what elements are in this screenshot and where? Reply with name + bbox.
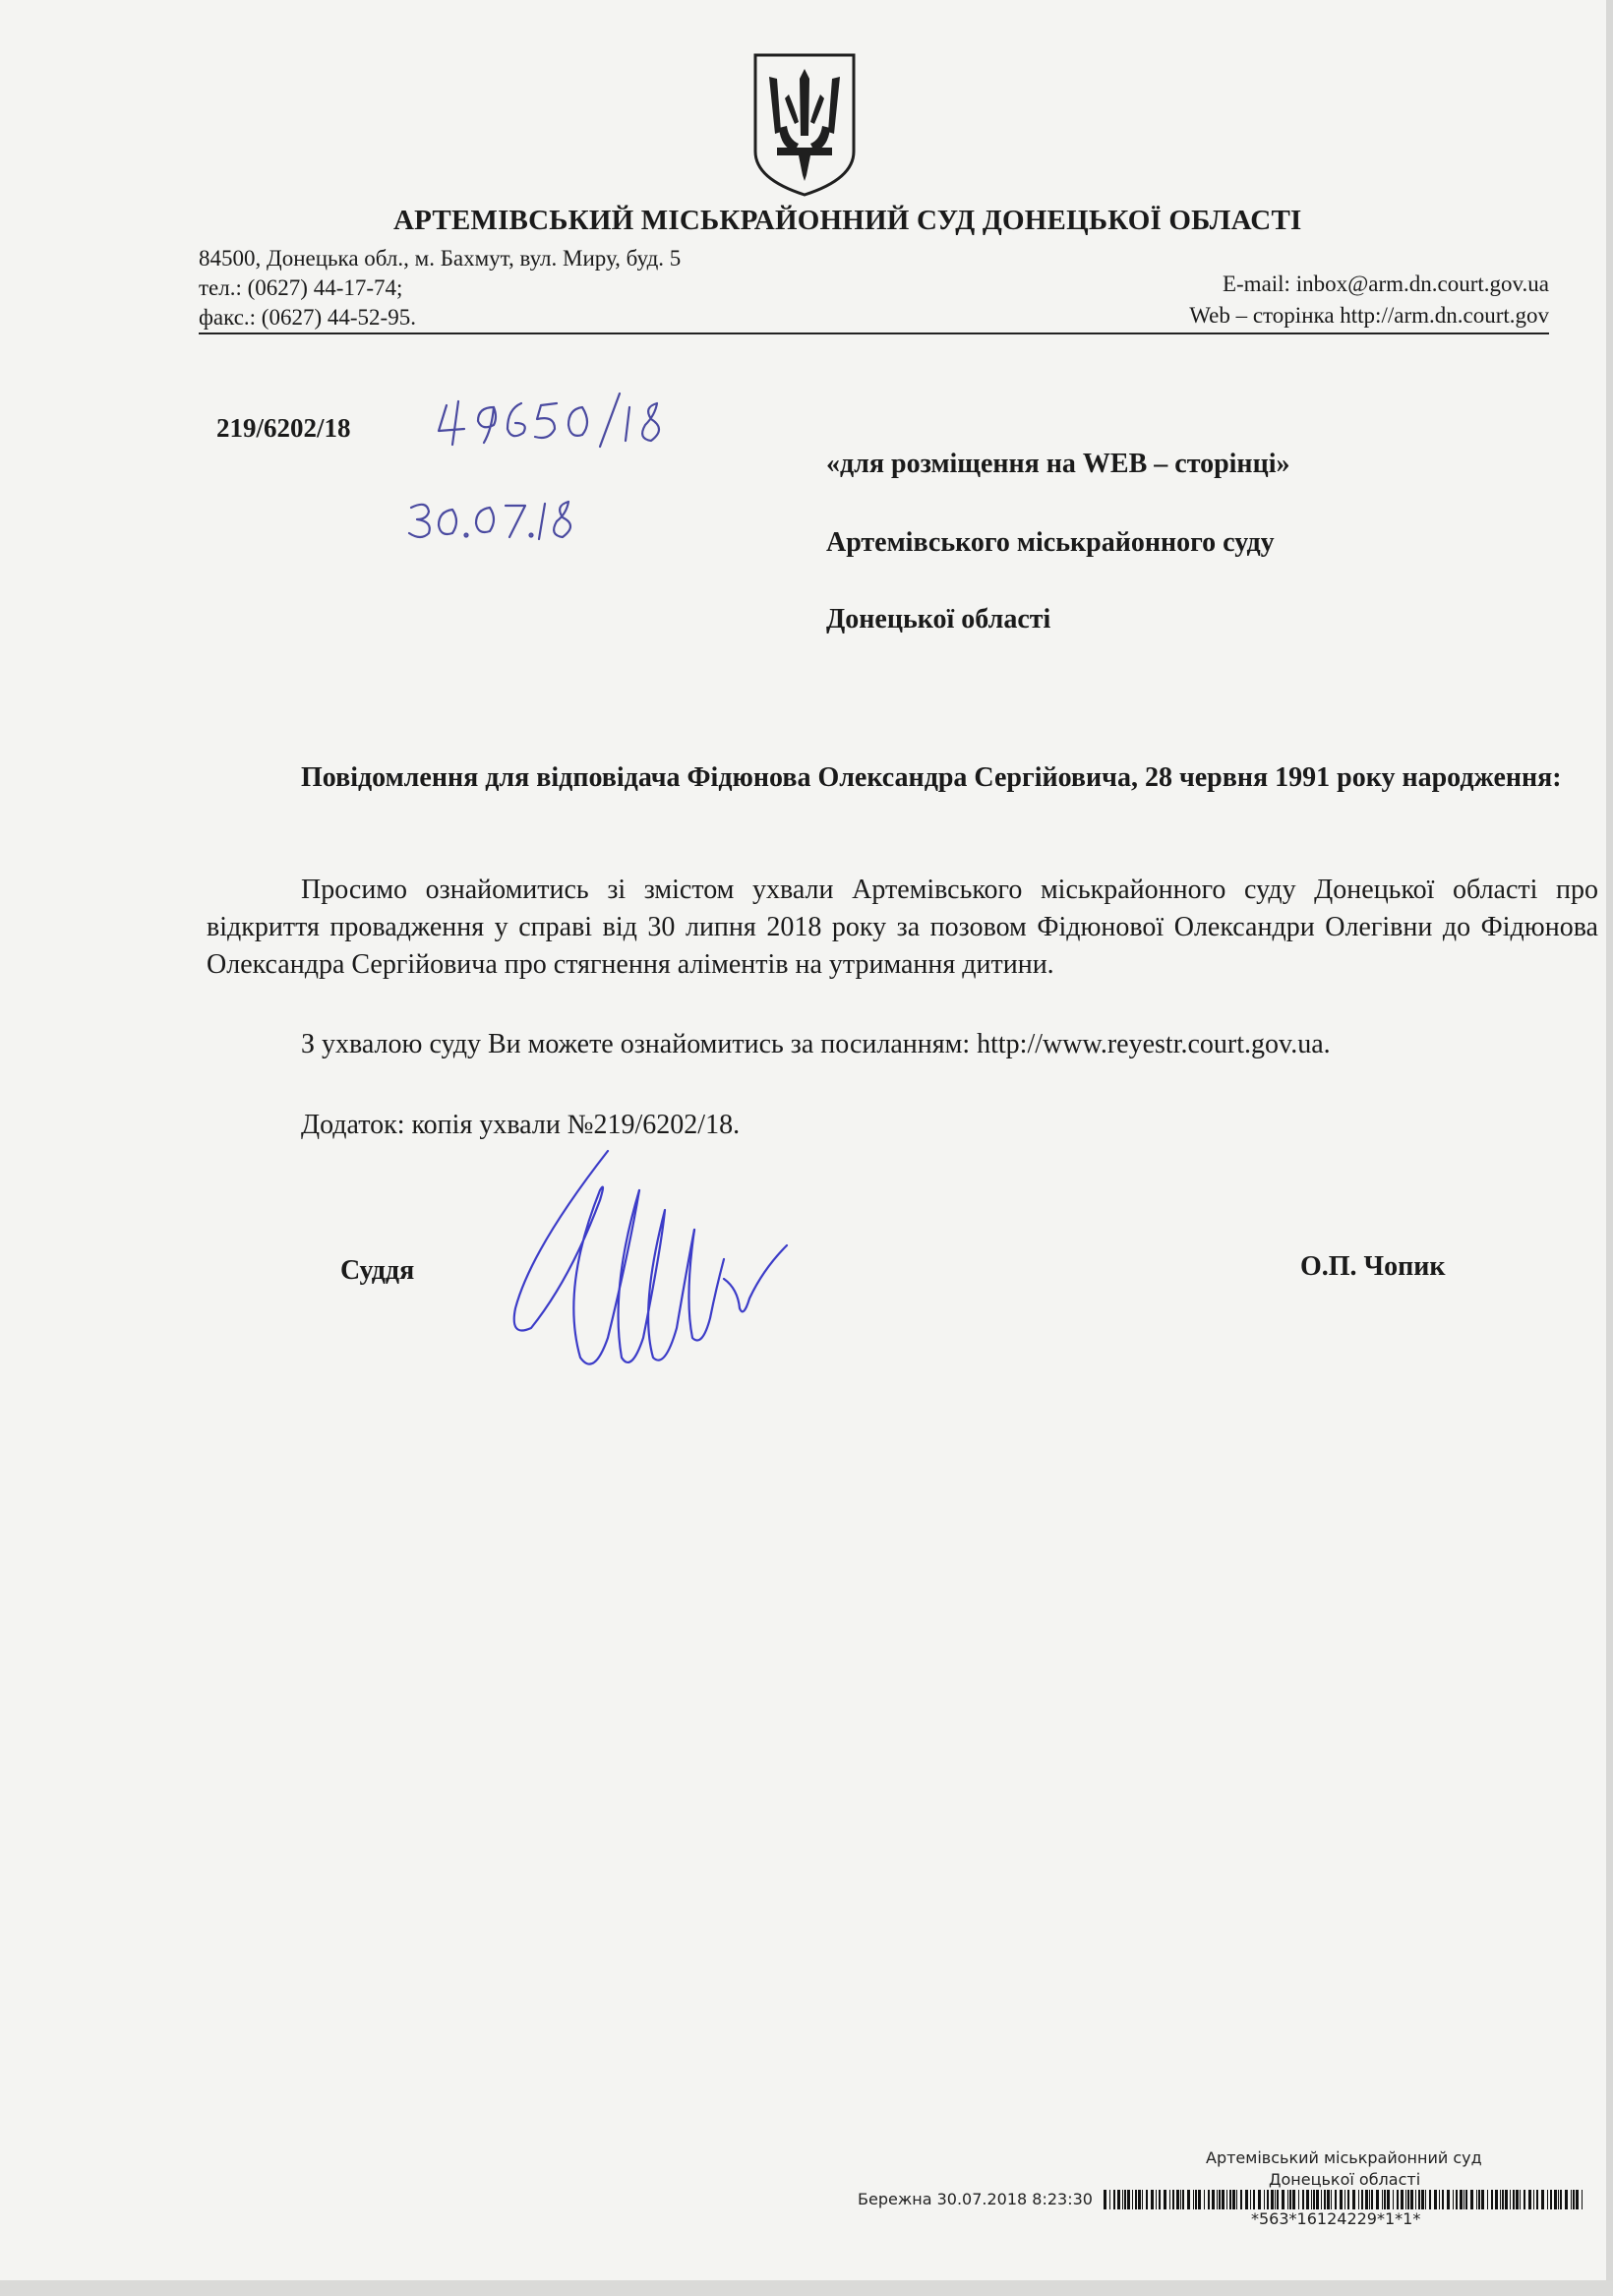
- barcode-bar: [1264, 2190, 1265, 2209]
- barcode-bar: [1138, 2190, 1141, 2209]
- barcode-bar: [1180, 2190, 1181, 2209]
- barcode-bar: [1316, 2190, 1319, 2209]
- barcode-bar: [1505, 2190, 1508, 2209]
- barcode-bar: [1500, 2190, 1501, 2209]
- court-website: Web – сторінка http://arm.dn.court.gov: [1189, 303, 1549, 328]
- barcode-bar: [1340, 2190, 1343, 2209]
- registration-stamp-user-datetime: Бережна 30.07.2018 8:23:30: [858, 2190, 1093, 2208]
- barcode-bar: [1321, 2190, 1322, 2209]
- barcode-bar: [1573, 2190, 1575, 2209]
- barcode-bar: [1275, 2190, 1276, 2209]
- registration-stamp-court: Артемівський міськрайонний суд: [1206, 2148, 1482, 2167]
- barcode-bar: [1481, 2190, 1484, 2209]
- barcode-bar: [1182, 2190, 1184, 2209]
- barcode-bar: [1344, 2190, 1345, 2209]
- attachment-line: Додаток: копія ухвали №219/6202/18.: [301, 1110, 741, 1140]
- barcode-bar: [1418, 2190, 1420, 2209]
- barcode-bar: [1415, 2190, 1416, 2209]
- barcode-bar: [1135, 2190, 1137, 2209]
- barcode-bar: [1478, 2190, 1480, 2209]
- court-fax: факс.: (0627) 44-52-95.: [199, 305, 416, 330]
- barcode-bar: [1565, 2190, 1568, 2209]
- registration-barcode: [1104, 2190, 1585, 2209]
- barcode-bar: [1282, 2190, 1284, 2209]
- barcode-bar: [1358, 2190, 1359, 2209]
- barcode-bar: [1311, 2190, 1312, 2209]
- barcode-bar: [1365, 2190, 1368, 2209]
- addressee-line-2: Артемівського міськрайонного суду: [826, 527, 1275, 558]
- coat-of-arms-emblem: [749, 49, 860, 199]
- barcode-bar: [1376, 2190, 1379, 2209]
- barcode-bar: [1229, 2190, 1231, 2209]
- barcode-bar: [1193, 2190, 1194, 2209]
- barcode-bar: [1195, 2190, 1197, 2209]
- court-address: 84500, Донецька обл., м. Бахмут, вул. Миру, буд. 5: [199, 246, 682, 271]
- barcode-bar: [1447, 2190, 1450, 2209]
- barcode-bar: [1571, 2190, 1572, 2209]
- barcode-bar: [1371, 2190, 1373, 2209]
- addressee-line-1: «для розміщення на WEB – сторінці»: [826, 449, 1290, 479]
- barcode-bar: [1226, 2190, 1227, 2209]
- barcode-bar: [1217, 2190, 1218, 2209]
- barcode-bar: [1327, 2190, 1330, 2209]
- barcode-bar: [1335, 2190, 1337, 2209]
- barcode-bar: [1104, 2190, 1106, 2209]
- barcode-bar: [1397, 2190, 1399, 2209]
- barcode-bar: [1222, 2190, 1225, 2209]
- barcode-bar: [1495, 2190, 1498, 2209]
- registration-stamp-region: Донецької області: [1269, 2170, 1421, 2189]
- barcode-bar: [1533, 2190, 1534, 2209]
- barcode-bar: [1347, 2190, 1349, 2209]
- barcode-bar: [1172, 2190, 1174, 2209]
- addressee-line-3: Донецької області: [826, 604, 1051, 634]
- barcode-bar: [1523, 2190, 1525, 2209]
- barcode-bar: [1456, 2190, 1458, 2209]
- barcode-bar: [1487, 2190, 1488, 2209]
- barcode-bar: [1560, 2190, 1562, 2209]
- barcode-bar: [1547, 2190, 1548, 2209]
- barcode-bar: [1513, 2190, 1515, 2209]
- barcode-bar: [1212, 2190, 1215, 2209]
- barcode-bar: [1169, 2190, 1170, 2209]
- barcode-bar: [1382, 2190, 1383, 2209]
- barcode-bar: [1510, 2190, 1511, 2209]
- barcode-bar: [1146, 2190, 1148, 2209]
- barcode-bar: [1369, 2190, 1370, 2209]
- barcode-bar: [1541, 2190, 1544, 2209]
- barcode-bar: [1434, 2190, 1437, 2209]
- barcode-bar: [1117, 2190, 1120, 2209]
- barcode-bar: [1516, 2190, 1519, 2209]
- judge-role-label: Суддя: [340, 1255, 415, 1286]
- page-edge: [1606, 0, 1613, 2296]
- barcode-bar: [1156, 2190, 1157, 2209]
- barcode-bar: [1576, 2190, 1579, 2209]
- barcode-bar: [1387, 2190, 1390, 2209]
- header-divider: [199, 332, 1549, 334]
- barcode-bar: [1204, 2190, 1205, 2209]
- barcode-bar: [1198, 2190, 1201, 2209]
- barcode-bar: [1476, 2190, 1477, 2209]
- handwritten-signature: [492, 1141, 816, 1387]
- barcode-bar: [1502, 2190, 1504, 2209]
- barcode-bar: [1127, 2190, 1130, 2209]
- barcode-bar: [1277, 2190, 1279, 2209]
- barcode-bar: [1554, 2190, 1557, 2209]
- barcode-bar: [1401, 2190, 1404, 2209]
- barcode-bar: [1352, 2190, 1355, 2209]
- court-title: АРТЕМІВСЬКИЙ МІСЬКРАЙОННИЙ СУД ДОНЕЦЬКОЇ ОБЛАСТІ: [393, 205, 1302, 236]
- barcode-bar: [1313, 2190, 1315, 2209]
- page-bottom-edge: [0, 2280, 1613, 2296]
- barcode-bar: [1109, 2190, 1110, 2209]
- barcode-bar: [1124, 2190, 1126, 2209]
- barcode-bar: [1258, 2190, 1261, 2209]
- barcode-bar: [1439, 2190, 1440, 2209]
- barcode-bar: [1187, 2190, 1190, 2209]
- barcode-bar: [1470, 2190, 1473, 2209]
- barcode-bar: [1208, 2190, 1210, 2209]
- barcode-bar: [1582, 2190, 1583, 2209]
- barcode-bar: [1453, 2190, 1454, 2209]
- barcode-bar: [1287, 2190, 1288, 2209]
- case-number: 219/6202/18: [216, 413, 351, 443]
- barcode-bar: [1324, 2190, 1326, 2209]
- barcode-bar: [1113, 2190, 1115, 2209]
- barcode-bar: [1236, 2190, 1237, 2209]
- barcode-bar: [1271, 2190, 1274, 2209]
- barcode-bar: [1361, 2190, 1363, 2209]
- notice-heading: Повідомлення для відповідача Фідюнова Олександра Сергійовича, 28 червня 1991 року народження:: [301, 762, 1562, 793]
- barcode-bar: [1292, 2190, 1295, 2209]
- barcode-bar: [1245, 2190, 1248, 2209]
- barcode-bar: [1460, 2190, 1463, 2209]
- handwritten-outgoing-number: [433, 386, 698, 454]
- barcode-bar: [1520, 2190, 1521, 2209]
- barcode-bar: [1407, 2190, 1409, 2209]
- handwritten-date: [401, 490, 618, 549]
- barcode-bar: [1122, 2190, 1123, 2209]
- barcode-bar: [1405, 2190, 1406, 2209]
- court-phone: тел.: (0627) 44-17-74;: [199, 275, 403, 300]
- barcode-bar: [1421, 2190, 1424, 2209]
- judge-name: О.П. Чопик: [1300, 1251, 1446, 1282]
- barcode-bar: [1331, 2190, 1332, 2209]
- barcode-bar: [1536, 2190, 1538, 2209]
- barcode-bar: [1491, 2190, 1493, 2209]
- barcode-bar: [1240, 2190, 1242, 2209]
- registration-stamp-code: *563*16124229*1*1*: [1251, 2209, 1421, 2228]
- barcode-bar: [1425, 2190, 1426, 2209]
- barcode-bar: [1219, 2190, 1221, 2209]
- barcode-bar: [1253, 2190, 1255, 2209]
- barcode-bar: [1393, 2190, 1394, 2209]
- barcode-bar: [1267, 2190, 1269, 2209]
- barcode-bar: [1159, 2190, 1161, 2209]
- barcode-bar: [1442, 2190, 1444, 2209]
- request-paragraph: Просимо ознайомитись зі змістом ухвали Артемівського міськрайонного суду Донецької області про відкриття провадження у справі від 30 липня 2018 року за позовом Фідюнової Олександри Олегівни до Фідюнова Олександра Сергійовича про стягнення аліментів на утримання дитини.: [207, 875, 1598, 980]
- barcode-bar: [1298, 2190, 1299, 2209]
- barcode-bar: [1232, 2190, 1235, 2209]
- barcode-bar: [1465, 2190, 1467, 2209]
- barcode-bar: [1151, 2190, 1154, 2209]
- barcode-bar: [1306, 2190, 1309, 2209]
- barcode-bar: [1164, 2190, 1166, 2209]
- barcode-bar: [1302, 2190, 1304, 2209]
- barcode-bar: [1142, 2190, 1143, 2209]
- barcode-bar: [1132, 2190, 1133, 2209]
- registry-link-line: З ухвалою суду Ви можете ознайомитись за посиланням: http://www.reyestr.court.gov.ua.: [301, 1029, 1331, 1059]
- barcode-bar: [1558, 2190, 1559, 2209]
- court-email: E-mail: inbox@arm.dn.court.gov.ua: [1222, 272, 1549, 296]
- barcode-bar: [1289, 2190, 1291, 2209]
- barcode-bar: [1384, 2190, 1386, 2209]
- barcode-bar: [1528, 2190, 1531, 2209]
- barcode-bar: [1250, 2190, 1251, 2209]
- barcode-bar: [1410, 2190, 1413, 2209]
- barcode-bar: [1550, 2190, 1552, 2209]
- barcode-bar: [1176, 2190, 1179, 2209]
- barcode-bar: [1429, 2190, 1431, 2209]
